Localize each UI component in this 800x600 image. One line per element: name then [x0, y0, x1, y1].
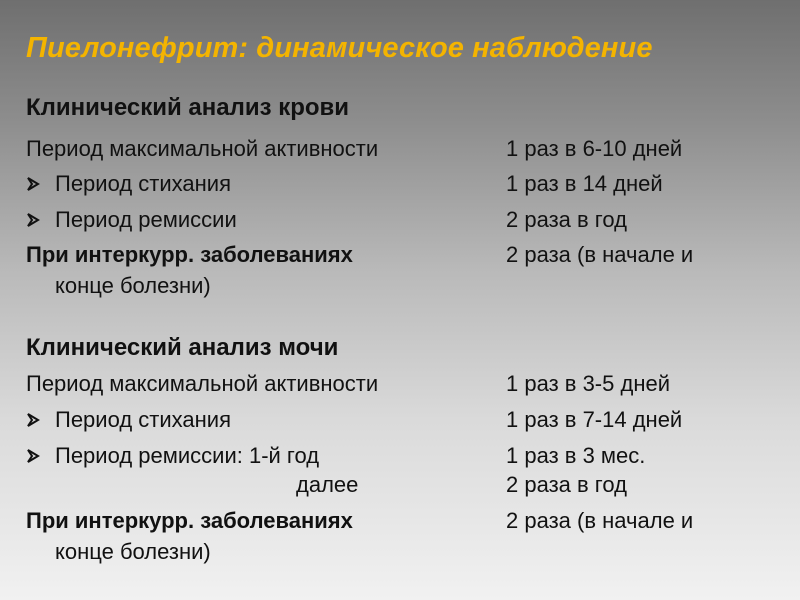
blood-intercurrent-value: 2 раза (в начале и — [506, 242, 694, 267]
blood-intercurrent-continuation: конце болезни) — [55, 273, 211, 298]
arrow-bullet-icon — [26, 413, 40, 427]
arrow-bullet-icon — [26, 449, 40, 463]
urine-intercurrent-continuation: конце болезни) — [55, 539, 211, 564]
slide-title: Пиелонефрит: динамическое наблюдение — [26, 32, 653, 64]
arrow-bullet-icon — [26, 213, 40, 227]
blood-subsiding-label: Период стихания — [55, 171, 231, 196]
urine-remission-value: 1 раз в 3 мес. — [506, 443, 646, 468]
urine-subsiding-value: 1 раз в 7-14 дней — [506, 407, 683, 432]
blood-remission-value: 2 раза в год — [506, 207, 627, 232]
blood-max-activity-value: 1 раз в 6-10 дней — [506, 136, 683, 161]
urine-remission-later-label: далее — [296, 472, 359, 497]
urine-subsiding-label: Период стихания — [55, 407, 231, 432]
urine-max-activity-label: Период максимальной активности — [26, 371, 379, 396]
urine-intercurrent-label: При интеркурр. заболеваниях — [26, 508, 353, 533]
blood-intercurrent-label: При интеркурр. заболеваниях — [26, 242, 353, 267]
blood-remission-label: Период ремиссии — [55, 207, 237, 232]
urine-remission-label: Период ремиссии: 1-й год — [55, 443, 320, 468]
blood-max-activity-label: Период максимальной активности — [26, 136, 379, 161]
blood-subsiding-value: 1 раз в 14 дней — [506, 171, 663, 196]
blood-analysis-heading: Клинический анализ крови — [26, 94, 350, 121]
urine-intercurrent-value: 2 раза (в начале и — [506, 508, 694, 533]
urine-analysis-heading: Клинический анализ мочи — [26, 334, 339, 361]
urine-remission-later-value: 2 раза в год — [506, 472, 627, 497]
urine-max-activity-value: 1 раз в 3-5 дней — [506, 371, 670, 396]
arrow-bullet-icon — [26, 177, 40, 191]
